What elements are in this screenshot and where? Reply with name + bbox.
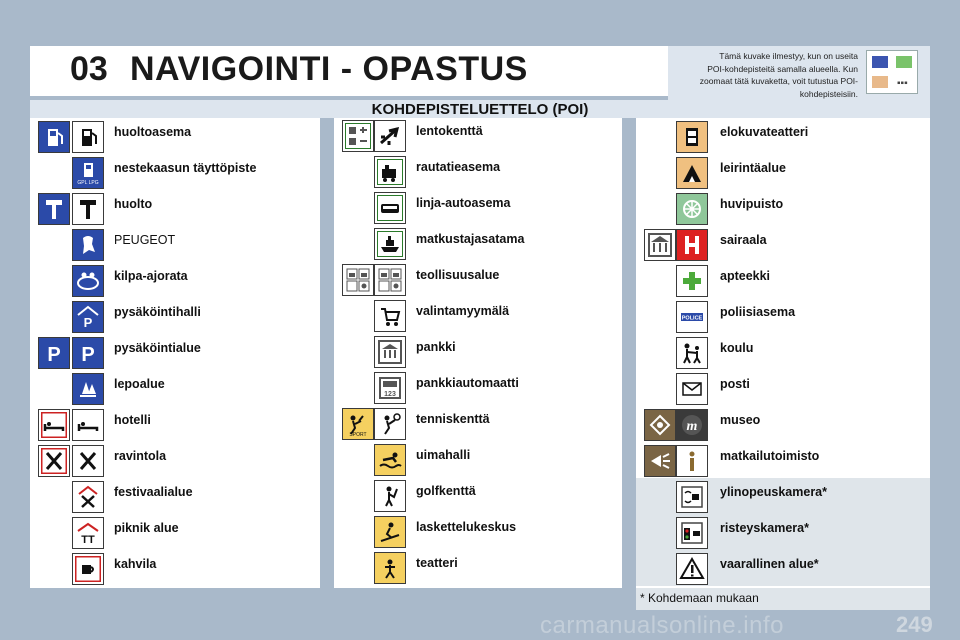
footnote-bar [636,588,930,610]
poi-row-posti [0,373,960,407]
page-number: 249 [896,612,933,637]
poi-row-huvipuisto [0,193,960,227]
poi-row-matkailutoimisto [0,445,960,479]
note-line: kohdepisteisiin. [799,88,858,99]
police-icon [676,301,708,333]
poi-label: kilpa-ajorata [114,269,188,283]
hospital-cross-icon [676,229,708,261]
multiple-poi-icon: ▪▪▪ [866,50,918,94]
poi-label: rautatieasema [416,160,501,174]
poi-label: huolto [114,197,153,211]
poi-label: elokuvateatteri [720,125,809,139]
poi-label: museo [720,413,761,427]
poi-label: linja-autoasema [416,196,511,210]
poi-label: hotelli [114,413,151,427]
svg-text:m: m [686,419,698,434]
poi-label: sairaala [720,233,767,247]
poi-label: matkustajasatama [416,232,525,246]
poi-label: laskettelukeskus [416,520,517,534]
museum-m-icon [676,409,708,441]
poi-row-koulu [0,337,960,371]
poi-label: apteekki [720,269,771,283]
poi-label: ravintola [114,449,167,463]
amusement-park-icon [676,193,708,225]
poi-row-poliisiasema [0,301,960,335]
speed-camera-icon [676,481,708,513]
svg-text:123: 123 [384,391,396,398]
poi-label: ylinopeuskamera* [720,485,827,499]
post-envelope-icon [676,373,708,405]
poi-label: pankki [416,340,456,354]
poi-label: piknik alue [114,521,179,535]
note-line: zoomaat tätä kuvaketta, voit tutustua POI- [699,76,858,86]
poi-label: valintamyymälä [416,304,510,318]
poi-label: poliisiasema [720,305,796,319]
danger-zone-icon [676,553,708,585]
poi-label: PEUGEOT [114,233,176,247]
pharmacy-icon [676,265,708,297]
svg-text:P: P [47,344,61,366]
svg-text:GPL LPG: GPL LPG [77,180,99,186]
cinema-icon [676,121,708,153]
poi-row-elokuvateatteri [0,121,960,155]
poi-label: koulu [720,341,754,355]
header-note [668,50,858,100]
note-line: Tämä kuvake ilmestyy, kun on useita [719,51,858,61]
footnote: * Kohdemaan mukaan [640,591,759,605]
poi-label: pankkiautomaatti [416,376,519,390]
watermark: carmanualsonline.info [540,612,784,639]
poi-label: uimahalli [416,448,471,462]
poi-label: teollisuusalue [416,268,500,282]
poi-label: risteyskamera* [720,521,809,535]
note-line: POI-kohdepisteitä samalla alueella. Kun [707,63,858,74]
poi-label: huvipuisto [720,197,784,211]
poi-row-museo [0,409,960,443]
chapter-number: 03 [70,50,108,88]
poi-row-leirintäalue [0,157,960,191]
subtitle-bar [30,100,930,118]
poi-label: golfkenttä [416,484,476,498]
section-subtitle: KOHDEPISTELUETTELO (POI) [371,101,589,118]
poi-row-vaarallinen-alue [0,553,960,587]
poi-label: leirintäalue [720,161,786,175]
poi-row-sairaala [0,229,960,263]
svg-text:SPORT: SPORT [349,432,367,437]
campsite-icon [676,157,708,189]
poi-label: nestekaasun täyttöpiste [114,161,257,175]
poi-label: matkailutoimisto [720,449,820,463]
poi-row-apteekki [0,265,960,299]
poi-label: teatteri [416,556,458,570]
poi-row-risteyskamera [0,517,960,551]
page-title: NAVIGOINTI - OPASTUS [130,50,528,88]
tourist-info-icon [676,445,708,477]
poi-label: vaarallinen alue* [720,557,819,571]
svg-text:P: P [83,315,93,330]
poi-label: pysäköintialue [114,341,201,355]
poi-label: tenniskenttä [416,412,490,426]
svg-text:P: P [81,344,95,366]
hospital-building-icon [644,229,676,261]
poi-label: lentokenttä [416,124,483,138]
school-icon [676,337,708,369]
poi-label: festivaalialue [114,485,193,499]
poi-row-ylinopeuskamera [0,481,960,515]
poi-label: lepoalue [114,377,165,391]
museum-brown-icon [644,409,676,441]
tourist-office-gray-icon [644,445,676,477]
svg-text:TT: TT [81,534,95,546]
poi-label: huoltoasema [114,125,192,139]
poi-label: pysäköintihalli [114,305,201,319]
poi-label: kahvila [114,557,157,571]
svg-text:POLICE: POLICE [681,315,703,322]
poi-label: posti [720,377,750,391]
red-light-camera-icon [676,517,708,549]
